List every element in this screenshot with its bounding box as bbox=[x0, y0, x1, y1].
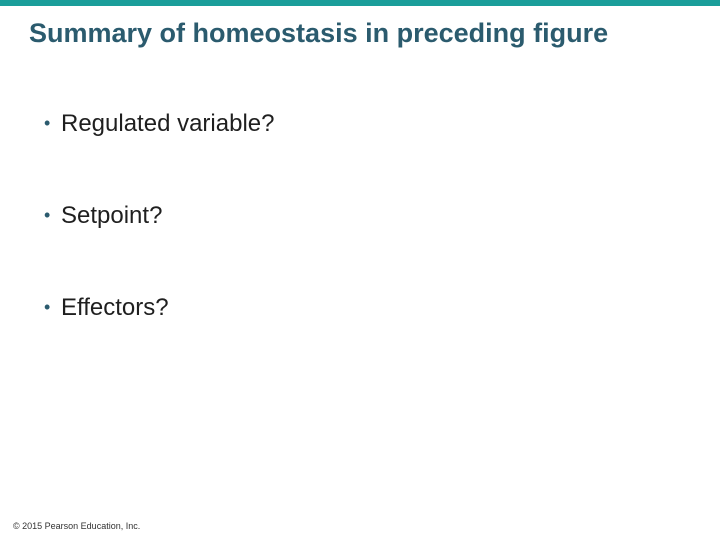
bullet-item-regulated-variable bbox=[44, 108, 274, 200]
bullet-text: Regulated variable? bbox=[61, 110, 275, 137]
bullet-item-setpoint bbox=[44, 200, 274, 292]
slide-title: Summary of homeostasis in preceding figure bbox=[29, 18, 609, 48]
footer-copyright: © 2015 Pearson Education, Inc. bbox=[13, 521, 141, 531]
bullet-dot-icon: • bbox=[44, 297, 51, 317]
bullet-list bbox=[44, 108, 274, 384]
bullet-item-effectors bbox=[44, 292, 274, 384]
bullet-text: Effectors? bbox=[61, 294, 169, 321]
bullet-dot-icon: • bbox=[44, 113, 51, 133]
bullet-text: Setpoint? bbox=[61, 202, 163, 229]
bullet-dot-icon: • bbox=[44, 205, 51, 225]
top-accent-bar bbox=[0, 0, 720, 6]
